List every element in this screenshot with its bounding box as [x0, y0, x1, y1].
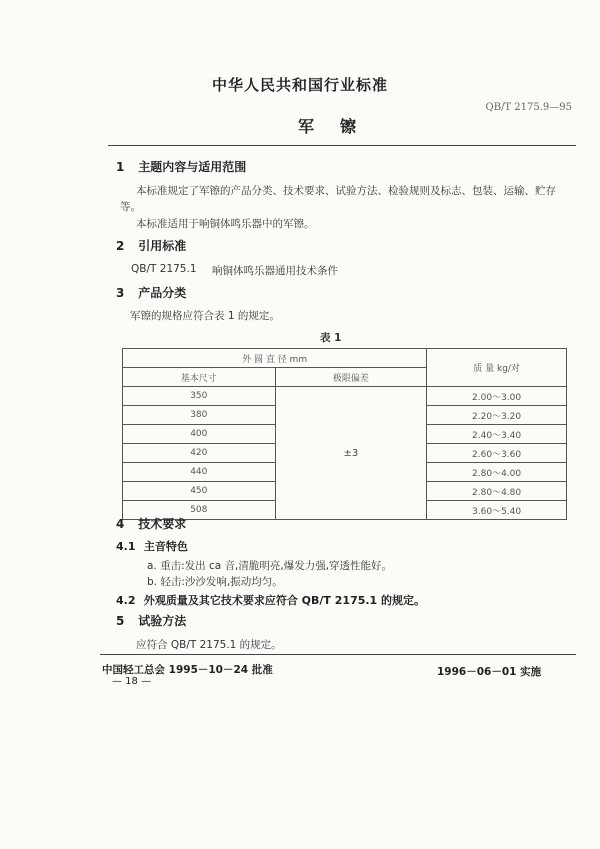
- reference-code: QB/T 2175.1: [131, 263, 197, 275]
- cell-size: 400: [123, 425, 276, 444]
- header-tolerance: 极限偏差: [275, 368, 427, 387]
- standard-code: QB/T 2175.9—95: [485, 102, 572, 113]
- header-base-size: 基本尺寸: [123, 368, 276, 387]
- section-3-title: 产品分类: [138, 286, 187, 300]
- subsection-4-1-title: 主音特色: [143, 540, 188, 553]
- cell-mass: 2.00～3.00: [427, 387, 567, 406]
- section-5-para: 应符合 QB/T 2175.1 的规定。: [136, 639, 282, 651]
- cell-mass: 2.60～3.60: [427, 444, 567, 463]
- section-1-para-1a: 本标准规定了军镲的产品分类、技术要求、试验方法、检验规则及标志、包装、运输、贮存: [136, 185, 556, 197]
- cell-mass: 2.40～3.40: [427, 425, 567, 444]
- section-1-para-1b: 等。: [120, 201, 141, 213]
- cell-size: 380: [123, 406, 276, 425]
- header-mass: 质 量 kg/对: [427, 349, 567, 387]
- page-number: — 18 —: [112, 676, 152, 687]
- section-2-title: 引用标准: [138, 239, 187, 253]
- cell-size: 508: [123, 501, 276, 520]
- cell-size: 440: [123, 463, 276, 482]
- footer-divider: [100, 654, 576, 655]
- table-caption: 表 1: [320, 332, 342, 344]
- cell-mass: 3.60～5.40: [427, 501, 567, 520]
- reference-name: 响铜体鸣乐器通用技术条件: [212, 265, 338, 277]
- section-5-heading: [116, 612, 186, 629]
- section-1-para-2: 本标准适用于响铜体鸣乐器中的军镲。: [136, 218, 315, 230]
- cell-mass: 2.80～4.80: [427, 482, 567, 501]
- section-1-number: 1: [116, 160, 125, 174]
- header-divider: [108, 145, 576, 146]
- item-a: a. 重击:发出 ca 音,清脆明亮,爆发力强,穿透性能好。: [147, 560, 393, 572]
- table-header-row-1: [123, 349, 567, 368]
- subsection-4-2: [116, 592, 425, 608]
- section-3-para: 军镲的规格应符合表 1 的规定。: [130, 310, 280, 322]
- cell-size: 350: [123, 387, 276, 406]
- header-outer-diameter: 外 圆 直 径 mm: [123, 349, 427, 368]
- subsection-4-1-heading: [116, 538, 188, 554]
- cell-size: 450: [123, 482, 276, 501]
- cell-tolerance: ±3: [275, 387, 427, 520]
- section-2-heading: [116, 237, 186, 254]
- spec-table: [122, 348, 567, 520]
- section-3-heading: [116, 284, 186, 301]
- section-4-number: 4: [116, 517, 125, 531]
- document-title: 军镲: [298, 117, 383, 136]
- section-5-title: 试验方法: [138, 614, 187, 628]
- implementation-line: 1996－06－01 实施: [437, 666, 542, 678]
- section-4-heading: [116, 515, 186, 532]
- cell-size: 420: [123, 444, 276, 463]
- table-row: [123, 387, 567, 406]
- approval-line: 中国轻工总会 1995－10－24 批准: [102, 664, 273, 676]
- cell-mass: 2.20～3.20: [427, 406, 567, 425]
- section-3-number: 3: [116, 286, 125, 300]
- item-b: b. 轻击:沙沙发响,振动均匀。: [147, 576, 283, 588]
- section-4-title: 技术要求: [138, 517, 187, 531]
- cell-mass: 2.80～4.00: [427, 463, 567, 482]
- subsection-4-2-number: 4.2: [116, 594, 136, 607]
- section-1-heading: [116, 158, 246, 175]
- subsection-4-1-number: 4.1: [116, 540, 136, 553]
- section-2-number: 2: [116, 239, 125, 253]
- subsection-4-2-text: 外观质量及其它技术要求应符合 QB/T 2175.1 的规定。: [143, 594, 426, 607]
- standard-title: 中华人民共和国行业标准: [211, 76, 388, 94]
- section-5-number: 5: [116, 614, 125, 628]
- section-1-title: 主题内容与适用范围: [138, 160, 247, 174]
